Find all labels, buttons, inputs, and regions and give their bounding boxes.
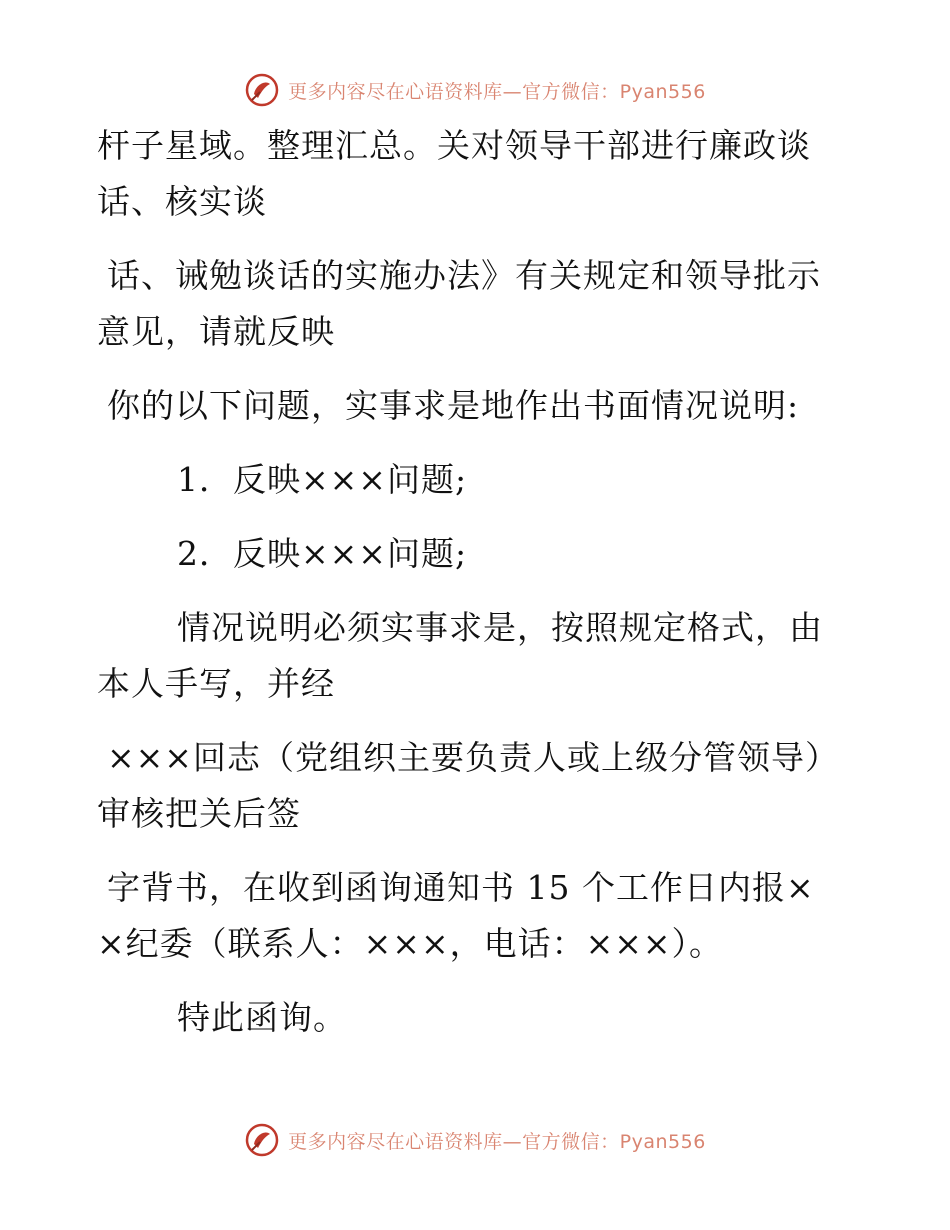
paragraph-4: 情况说明必须实事求是，按照规定格式，由本人手写，并经 xyxy=(97,608,823,703)
paragraph-3: 你的以下问题，实事求是地作出书面情况说明: xyxy=(107,386,800,425)
footer-watermark-text: 更多内容尽在心语资料库—官方微信：Pyan556 xyxy=(288,1130,706,1153)
list-item-2: 2．反映×××问题; xyxy=(177,534,468,573)
flower-logo-icon xyxy=(244,1122,280,1158)
paragraph-6: 字背书，在收到函询通知书 15 个工作日内报××纪委（联系人：×××，电话：×××）。 xyxy=(97,868,815,963)
closing-line: 特此函询。 xyxy=(177,998,347,1037)
header-watermark xyxy=(0,70,950,110)
list-item-1: 1．反映×××问题; xyxy=(177,460,468,499)
flower-logo-icon xyxy=(244,72,280,108)
paragraph-5: ×××回志（党组织主要负责人或上级分管领导）审核把关后签 xyxy=(97,738,823,833)
paragraph-2: 话、诫勉谈话的实施办法》有关规定和领导批示意见，请就反映 xyxy=(97,256,821,351)
header-watermark-text: 更多内容尽在心语资料库—官方微信：Pyan556 xyxy=(288,80,706,103)
document-body xyxy=(97,118,837,1064)
paragraph-1: 杆子星域。整理汇总。关对领导干部进行廉政谈话、核实谈 xyxy=(97,126,811,221)
footer-watermark xyxy=(0,1120,950,1160)
